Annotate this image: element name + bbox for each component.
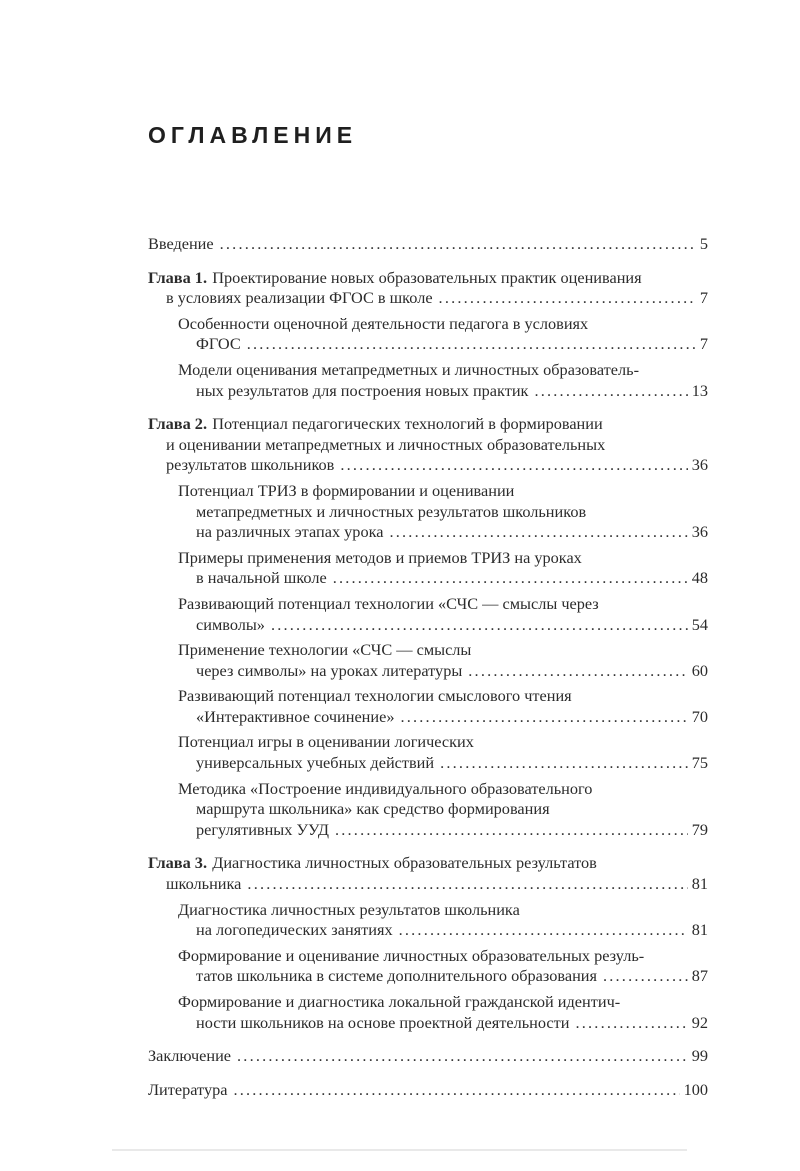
toc-entry [148, 414, 708, 476]
toc-section [148, 1046, 708, 1067]
toc-entry-text: Потенциал педагогических технологий в формировании [212, 414, 603, 434]
toc-entry [148, 640, 708, 681]
toc-entry [148, 268, 708, 309]
toc-page-number: 36 [691, 455, 708, 475]
toc-section [148, 853, 708, 1033]
toc-line [148, 920, 708, 941]
toc-line [148, 435, 708, 456]
toc-entry-text: Развивающий потенциал технологии смыслового чтения [178, 686, 572, 706]
toc-entry [148, 686, 708, 727]
toc-entry [148, 853, 708, 894]
toc-entry-text: Потенциал ТРИЗ в формировании и оценивании [178, 480, 515, 500]
toc-entry-text: Диагностика личностных образовательных результатов [212, 853, 597, 873]
toc-entry-text: Модели оценивания метапредметных и личностных образователь- [178, 359, 639, 379]
toc-page-number: 100 [683, 1079, 708, 1099]
toc-page-number: 60 [691, 660, 708, 680]
toc-dot-leader [271, 615, 688, 636]
toc-entry-text: маршрута школьника» как средство формирования [196, 799, 550, 819]
toc-entry-text: Применение технологии «СЧС — смыслы [178, 640, 472, 660]
toc-page-number: 5 [699, 234, 708, 253]
toc-line [148, 288, 708, 309]
toc-entry-text: Литература [148, 1079, 228, 1099]
toc-chapter-prefix: Глава 2. [148, 414, 208, 434]
toc-line [148, 686, 708, 707]
toc-line [148, 548, 708, 569]
toc-section [148, 234, 708, 255]
page-title: ОГЛАВЛЕНИЕ [148, 122, 358, 148]
toc-line [148, 946, 708, 967]
toc-page-number: 54 [691, 614, 708, 634]
toc-entry [148, 732, 708, 773]
toc-entry [148, 234, 708, 255]
toc-entry [148, 779, 708, 841]
toc-section [148, 268, 708, 402]
toc-dot-leader [400, 707, 687, 728]
toc-dot-leader [233, 1080, 679, 1101]
toc-page-number: 70 [691, 706, 708, 726]
toc-chapter-prefix: Глава 3. [148, 853, 208, 873]
toc-line [148, 661, 708, 682]
toc-dot-leader [575, 1013, 687, 1034]
toc-entry-text: результатов школьников [166, 455, 335, 475]
toc-entry-text: «Интерактивное сочинение» [196, 706, 395, 726]
toc-line [148, 853, 708, 874]
toc-line [148, 615, 708, 636]
toc-dot-leader [237, 1046, 688, 1067]
toc-entry-text: Потенциал игры в оценивании логических [178, 732, 474, 752]
toc-dot-leader [333, 568, 688, 589]
toc [148, 234, 708, 1100]
toc-line [148, 732, 708, 753]
toc-entry-text: Примеры применения методов и приемов ТРИЗ на уроках [178, 547, 582, 567]
toc-entry-text: в условиях реализации ФГОС в школе [166, 288, 433, 308]
toc-line [148, 568, 708, 589]
toc-dot-leader [247, 334, 696, 355]
toc-page-number: 36 [691, 522, 708, 542]
toc-entry-text: Формирование и оценивание личностных образовательных резуль- [178, 945, 645, 965]
toc-line [148, 594, 708, 615]
toc-line [148, 268, 708, 289]
toc-page-number: 81 [691, 874, 708, 894]
toc-entry-text: ФГОС [196, 334, 241, 354]
toc-section [148, 1080, 708, 1101]
toc-line [148, 522, 708, 543]
toc-line [148, 753, 708, 774]
toc-entry-text: регулятивных УУД [196, 819, 329, 839]
toc-line [148, 799, 708, 820]
toc-line [148, 779, 708, 800]
toc-entry-text: Диагностика личностных результатов школьника [178, 899, 520, 919]
toc-page-number: 99 [691, 1046, 708, 1066]
toc-line [148, 992, 708, 1013]
toc-entry [148, 900, 708, 941]
toc-entry-text: ных результатов для построения новых практик [196, 380, 529, 400]
toc-entry-text: на различных этапах урока [196, 522, 384, 542]
toc-line [148, 966, 708, 987]
toc-dot-leader [439, 288, 696, 309]
toc-line [148, 1046, 708, 1067]
toc-dot-leader [389, 522, 687, 543]
toc-entry [148, 594, 708, 635]
toc-page-number: 81 [691, 920, 708, 940]
toc-dot-leader [340, 455, 687, 476]
toc-page-number: 7 [699, 288, 708, 308]
toc-entry-text: Особенности оценочной деятельности педагога в условиях [178, 313, 589, 333]
toc-line [148, 334, 708, 355]
toc-line [148, 314, 708, 335]
toc-page-number: 13 [691, 380, 708, 400]
toc-dot-leader [399, 920, 688, 941]
toc-dot-leader [335, 820, 688, 841]
toc-entry-text: на логопедических занятиях [196, 920, 393, 940]
toc-entry-text: и оценивании метапредметных и личностных образовательных [166, 434, 606, 454]
toc-dot-leader [468, 661, 687, 682]
toc-page-number: 7 [699, 334, 708, 354]
toc-entry [148, 481, 708, 543]
toc-entry-text: Заключение [148, 1046, 232, 1066]
toc-line [148, 1080, 708, 1101]
toc-dot-leader [247, 874, 687, 895]
toc-entry-text: Развивающий потенциал технологии «СЧС — смыслы через [178, 593, 599, 613]
toc-dot-leader [534, 381, 687, 402]
toc-dot-leader [220, 234, 696, 255]
toc-line [148, 820, 708, 841]
toc-entry [148, 1080, 708, 1101]
toc-entry-text: метапредметных и личностных результатов школьников [196, 501, 587, 521]
toc-entry-text: Методика «Построение индивидуального образовательного [178, 778, 593, 798]
toc-entry [148, 548, 708, 589]
toc-line [148, 640, 708, 661]
toc-line [148, 481, 708, 502]
toc-page-number: 48 [691, 568, 708, 588]
toc-section [148, 414, 708, 840]
toc-entry [148, 314, 708, 355]
toc-entry-text: татов школьника в системе дополнительного образования [196, 966, 597, 986]
toc-page-number: 79 [691, 819, 708, 839]
toc-entry-text: ности школьников на основе проектной деятельности [196, 1012, 570, 1032]
toc-line [148, 502, 708, 523]
toc-entry [148, 946, 708, 987]
toc-page-number: 87 [691, 966, 708, 986]
toc-line [148, 381, 708, 402]
toc-chapter-prefix: Глава 1. [148, 267, 208, 287]
toc-page-number: 75 [691, 753, 708, 773]
toc-line [148, 455, 708, 476]
toc-line [148, 874, 708, 895]
toc-line [148, 360, 708, 381]
toc-entry [148, 360, 708, 401]
toc-entry-text: Проектирование новых образовательных практик оценивания [212, 267, 642, 287]
toc-content [148, 120, 708, 1100]
page-edge-shadow [112, 1149, 687, 1151]
toc-line [148, 707, 708, 728]
toc-entry [148, 1046, 708, 1067]
toc-line [148, 1013, 708, 1034]
toc-line [148, 414, 708, 435]
toc-dot-leader [603, 966, 688, 987]
toc-entry-text: школьника [166, 874, 242, 894]
toc-line [148, 234, 708, 255]
toc-entry-text: через символы» на уроках литературы [196, 660, 463, 680]
toc-dot-leader [440, 753, 688, 774]
toc-entry-text: символы» [196, 614, 265, 634]
toc-entry-text: Формирование и диагностика локальной гражданской идентич- [178, 992, 621, 1011]
toc-line [148, 900, 708, 921]
toc-page-number: 92 [691, 1012, 708, 1032]
toc-entry-text: Введение [148, 234, 214, 253]
toc-entry-text: в начальной школе [196, 568, 327, 588]
toc-entry-text: универсальных учебных действий [196, 753, 435, 773]
toc-entry [148, 992, 708, 1033]
